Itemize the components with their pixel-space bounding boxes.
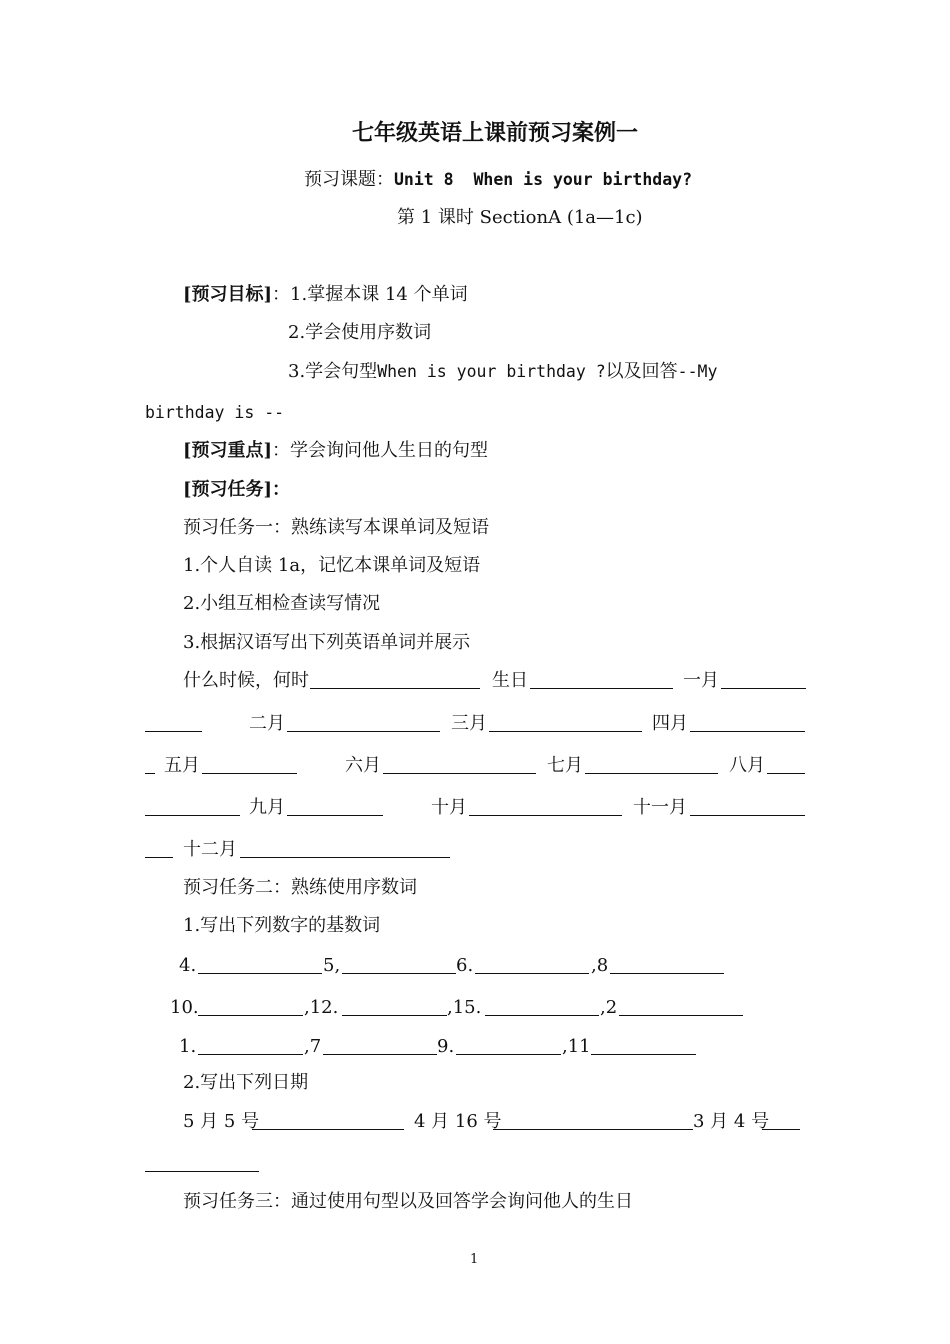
blank-apr-cont[interactable] (145, 754, 155, 774)
word-jan: 一月 (683, 670, 719, 691)
num-12: ,12. (304, 997, 339, 1018)
blank-num-9[interactable] (456, 1035, 561, 1055)
blank-num-8[interactable] (610, 954, 724, 974)
word-nov: 十一月 (633, 797, 687, 818)
subject-label: 预习课题： (304, 169, 394, 190)
blank-date-1[interactable] (252, 1110, 404, 1130)
word-jun: 六月 (345, 755, 381, 776)
num-4: 4. (179, 955, 197, 976)
task1-title: 预习任务一：熟练读写本课单词及短语 (183, 517, 489, 538)
blank-sep[interactable] (287, 796, 383, 816)
goal-1: 1.掌握本课 14 个单词 (290, 284, 468, 305)
word-sep: 九月 (249, 797, 285, 818)
word-feb: 二月 (249, 713, 285, 734)
num-15: ,15. (447, 997, 482, 1018)
subject-value: Unit 8 When is your birthday? (394, 170, 693, 189)
word-jul: 七月 (547, 755, 583, 776)
goal-3-sentence: When is your birthday ? (377, 362, 606, 381)
goals-label: [预习目标] (183, 284, 273, 305)
tasks-label: [预习任务]： (183, 479, 291, 500)
num-7: ,7 (304, 1036, 322, 1057)
task3-title: 预习任务三：通过使用句型以及回答学会询问他人的生日 (183, 1191, 633, 1212)
key-points-label: [预习重点] (183, 440, 273, 461)
blank-oct[interactable] (469, 796, 622, 816)
page-number: 1 (470, 1252, 479, 1267)
blank-aug-cont[interactable] (145, 796, 240, 816)
blank-num-12[interactable] (342, 996, 447, 1016)
goals-line-1 (183, 283, 468, 307)
task2-step-2: 2.写出下列日期 (183, 1072, 309, 1093)
num-8: ,8 (591, 955, 609, 976)
blank-when[interactable] (310, 669, 480, 689)
date-2: 4 月 16 号 (414, 1111, 502, 1132)
goal-3-mid: 以及回答 (605, 361, 678, 382)
blank-nov[interactable] (690, 796, 805, 816)
word-aug: 八月 (729, 755, 765, 776)
task1-step-2: 2.小组互相检查读写情况 (183, 593, 381, 614)
blank-num-2[interactable] (619, 996, 743, 1016)
document-title: 七年级英语上课前预习案例一 (351, 120, 638, 146)
blank-num-11[interactable] (591, 1035, 696, 1055)
blank-jun[interactable] (383, 754, 536, 774)
blank-feb[interactable] (287, 712, 440, 732)
blank-may[interactable] (202, 754, 297, 774)
goal-3-prefix: 3.学会句型 (288, 361, 378, 382)
blank-num-5[interactable] (342, 954, 456, 974)
blank-num-7[interactable] (323, 1035, 437, 1055)
goal-3 (288, 360, 717, 384)
task1-step-1: 1.个人自读 1a，记忆本课单词及短语 (183, 555, 481, 576)
date-3: 3 月 4 号 (693, 1111, 770, 1132)
blank-date-3-cont[interactable] (145, 1152, 259, 1172)
num-11: ,11 (562, 1036, 591, 1057)
word-dec: 十二月 (183, 839, 237, 860)
blank-mar[interactable] (489, 712, 642, 732)
blank-jul[interactable] (585, 754, 718, 774)
num-9: 9. (437, 1036, 455, 1057)
task2-title: 预习任务二：熟练使用序数词 (183, 877, 417, 898)
key-points (183, 439, 488, 463)
word-birthday: 生日 (492, 670, 528, 691)
goal-2: 2.学会使用序数词 (288, 322, 432, 343)
num-10: 10. (170, 997, 199, 1018)
word-when: 什么时候，何时 (183, 670, 309, 691)
blank-num-4[interactable] (198, 954, 322, 974)
date-1: 5 月 5 号 (183, 1111, 260, 1132)
num-2: ,2 (600, 997, 618, 1018)
goal-3-answer: --My (677, 362, 718, 381)
key-points-text: ：学会询问他人生日的句型 (272, 440, 489, 461)
blank-aug[interactable] (767, 754, 805, 774)
blank-num-6[interactable] (475, 954, 589, 974)
task1-step-3: 3.根据汉语写出下列英语单词并展示 (183, 632, 471, 653)
goal-3-continuation: birthday is -- (145, 403, 285, 422)
blank-nov-cont[interactable] (145, 838, 173, 858)
blank-date-3[interactable] (762, 1110, 800, 1130)
blank-dec[interactable] (240, 838, 450, 858)
word-apr: 四月 (652, 713, 688, 734)
word-may: 五月 (164, 755, 200, 776)
word-oct: 十月 (431, 797, 467, 818)
blank-num-15[interactable] (485, 996, 599, 1016)
num-5: 5, (323, 955, 341, 976)
blank-jan-cont[interactable] (145, 712, 202, 732)
blank-num-10[interactable] (198, 996, 303, 1016)
lesson-period: 第 1 课时 SectionA (1a—1c) (397, 207, 643, 228)
num-1: 1. (179, 1036, 197, 1057)
blank-birthday[interactable] (530, 669, 673, 689)
blank-apr[interactable] (690, 712, 805, 732)
blank-date-2[interactable] (493, 1110, 693, 1130)
blank-jan[interactable] (721, 669, 806, 689)
task2-step-1: 1.写出下列数字的基数词 (183, 915, 381, 936)
word-mar: 三月 (451, 713, 487, 734)
num-6: 6. (456, 955, 474, 976)
blank-num-1[interactable] (198, 1035, 303, 1055)
goals-sep: ： (272, 284, 291, 305)
lesson-subject (304, 168, 692, 192)
